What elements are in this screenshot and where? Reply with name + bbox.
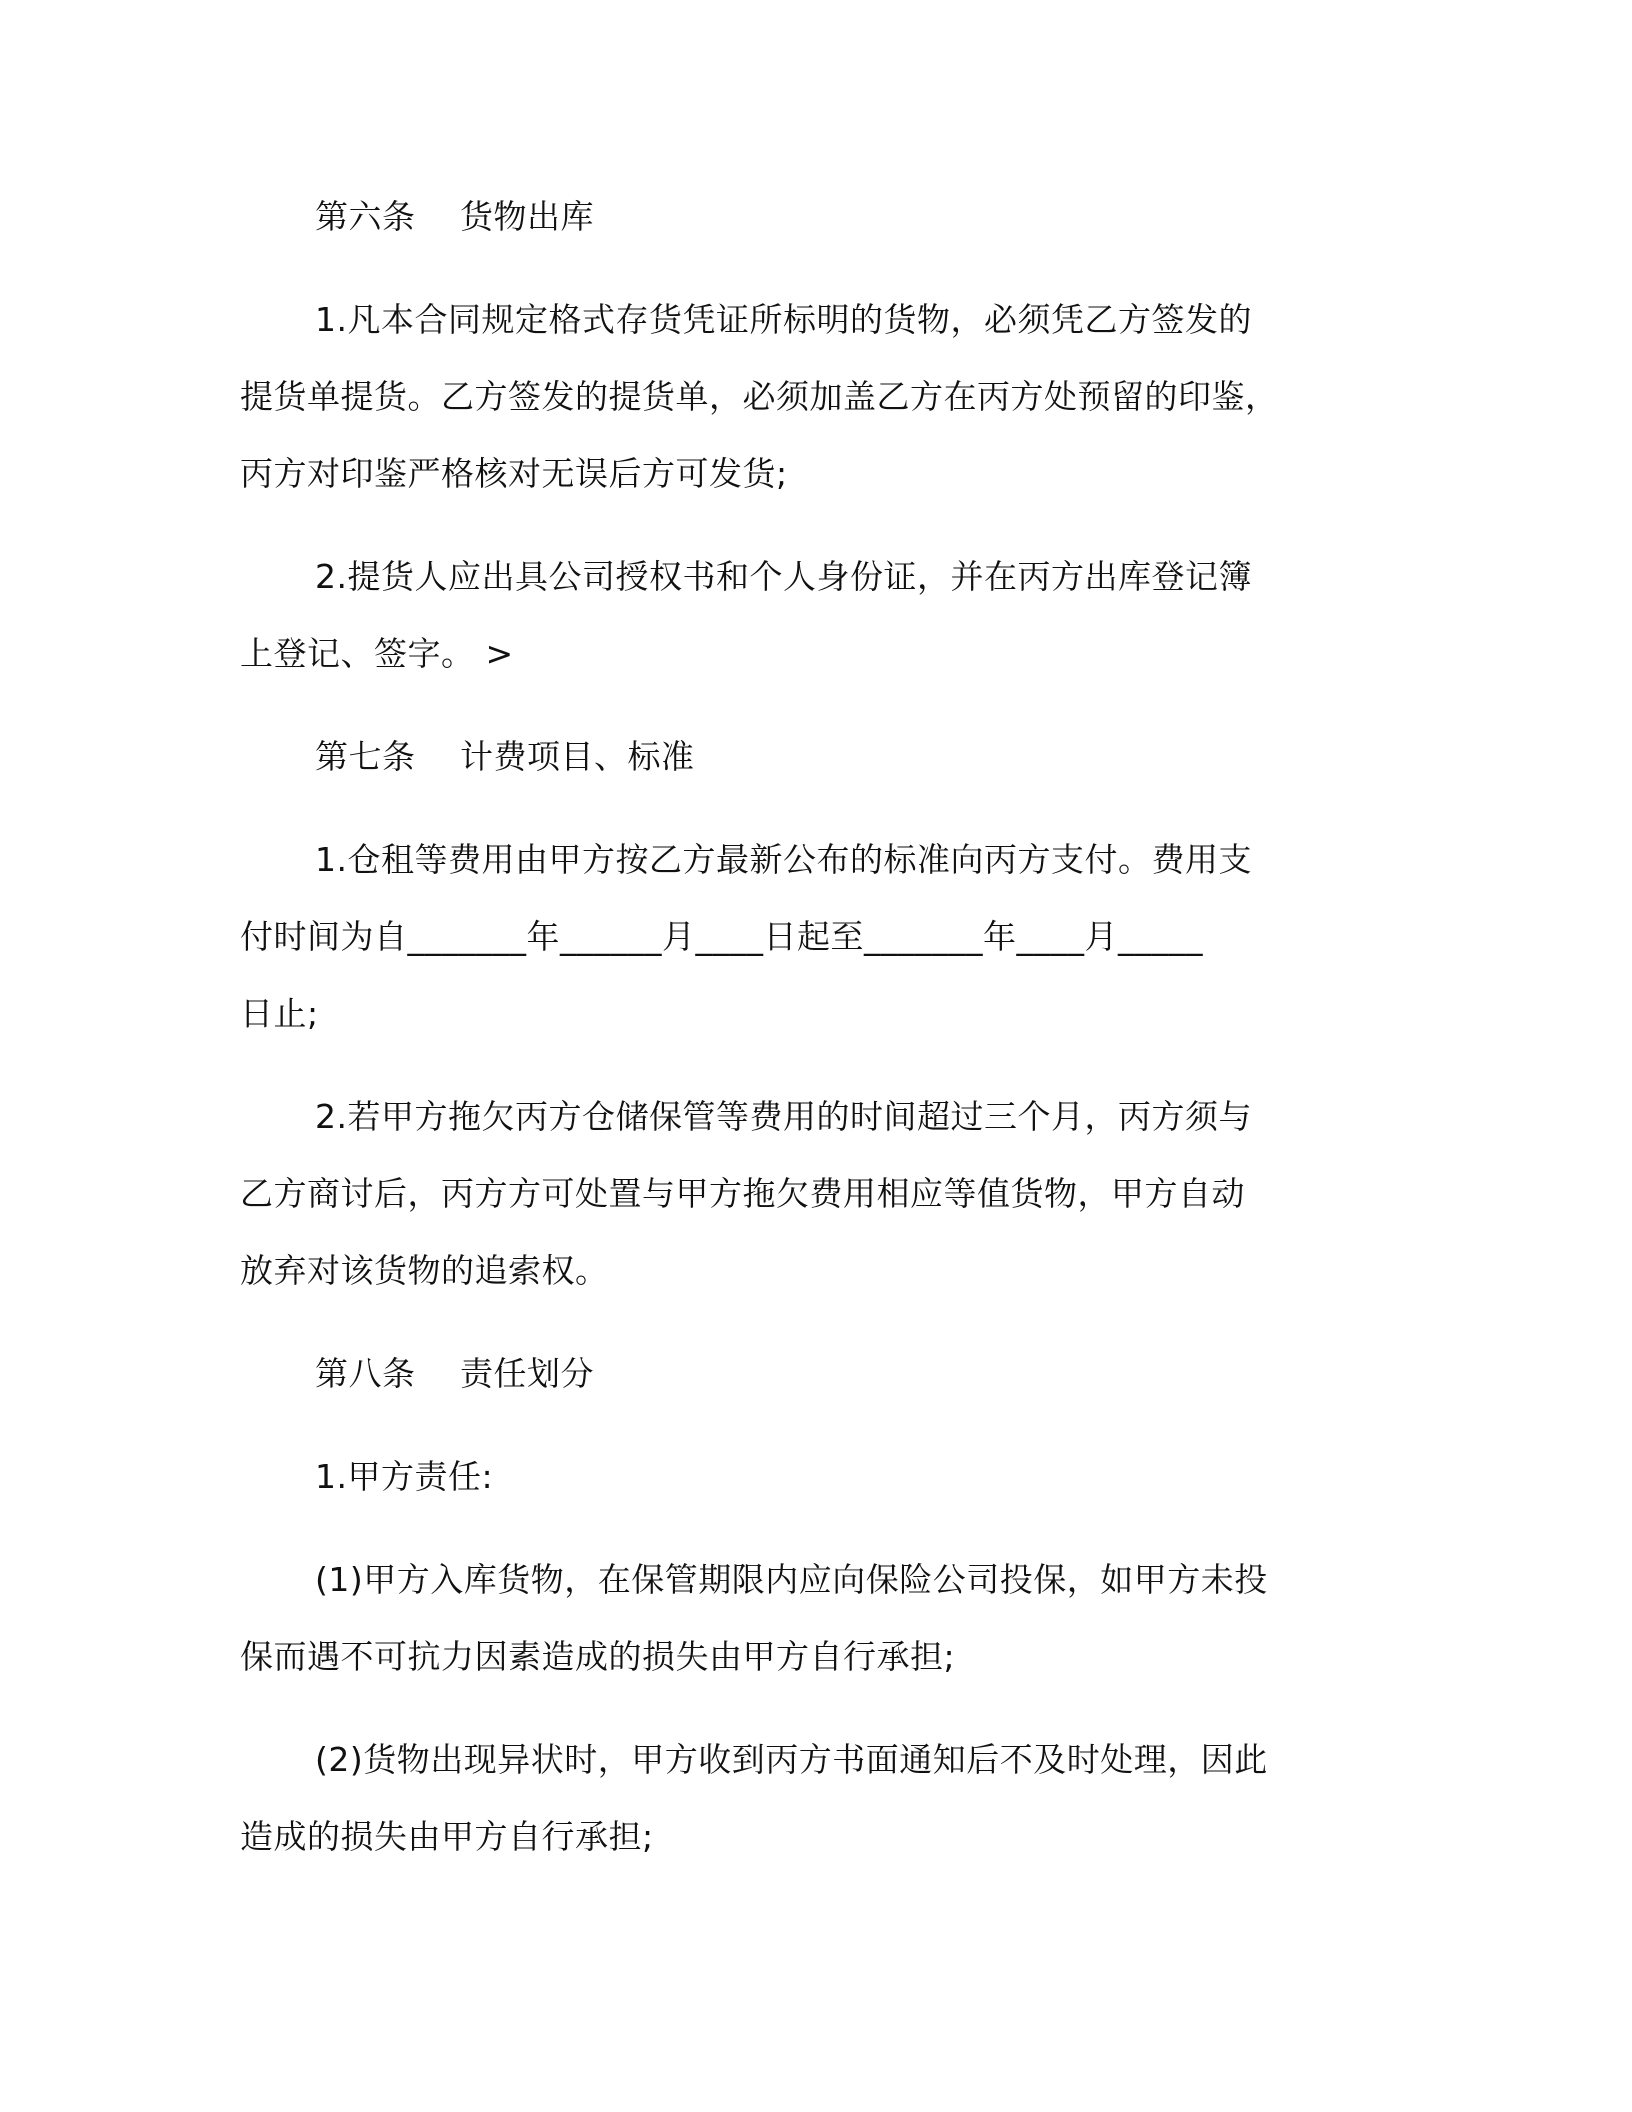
article-6-p1-line-1: 1.凡本合同规定格式存货凭证所标明的货物，必须凭乙方签发的	[315, 300, 1252, 339]
article-7-p1-line-1: 1.仓租等费用由甲方按乙方最新公布的标准向丙方支付。费用支	[315, 840, 1252, 879]
article-6-p1-line-3: 丙方对印鉴严格核对无误后方可发货;	[240, 454, 788, 493]
article-7-p2-line-3: 放弃对该货物的追索权。	[240, 1251, 609, 1290]
article-6-p2-line-2: 上登记、签字。 >	[240, 634, 514, 673]
article-6-heading: 第六条 货物出库	[315, 197, 594, 236]
article-8-heading: 第八条 责任划分	[315, 1354, 594, 1393]
article-8-item-1-line-2: 保而遇不可抗力因素造成的损失由甲方自行承担;	[240, 1637, 956, 1676]
article-7-p1-line-2: 付时间为自_______年______月____日起至_______年____月_____	[240, 917, 1203, 956]
article-8-item-2-line-1: (2)货物出现异状时，甲方收到丙方书面通知后不及时处理，因此	[315, 1740, 1268, 1779]
article-7-p2-line-2: 乙方商讨后，丙方方可处置与甲方拖欠费用相应等值货物，甲方自动	[240, 1174, 1245, 1213]
article-7-heading: 第七条 计费项目、标准	[315, 737, 695, 776]
article-8-item-1-line-1: (1)甲方入库货物，在保管期限内应向保险公司投保，如甲方未投	[315, 1560, 1268, 1599]
article-6-p1-line-2: 提货单提货。乙方签发的提货单，必须加盖乙方在丙方处预留的印鉴，	[240, 377, 1279, 416]
article-6-p2-line-1: 2.提货人应出具公司授权书和个人身份证，并在丙方出库登记簿	[315, 557, 1252, 596]
article-7-p2-line-1: 2.若甲方拖欠丙方仓储保管等费用的时间超过三个月，丙方须与	[315, 1097, 1252, 1136]
article-8-sub-1: 1.甲方责任:	[315, 1457, 494, 1496]
article-7-p1-line-3: 日止;	[240, 994, 319, 1033]
article-8-item-2-line-2: 造成的损失由甲方自行承担;	[240, 1817, 654, 1856]
